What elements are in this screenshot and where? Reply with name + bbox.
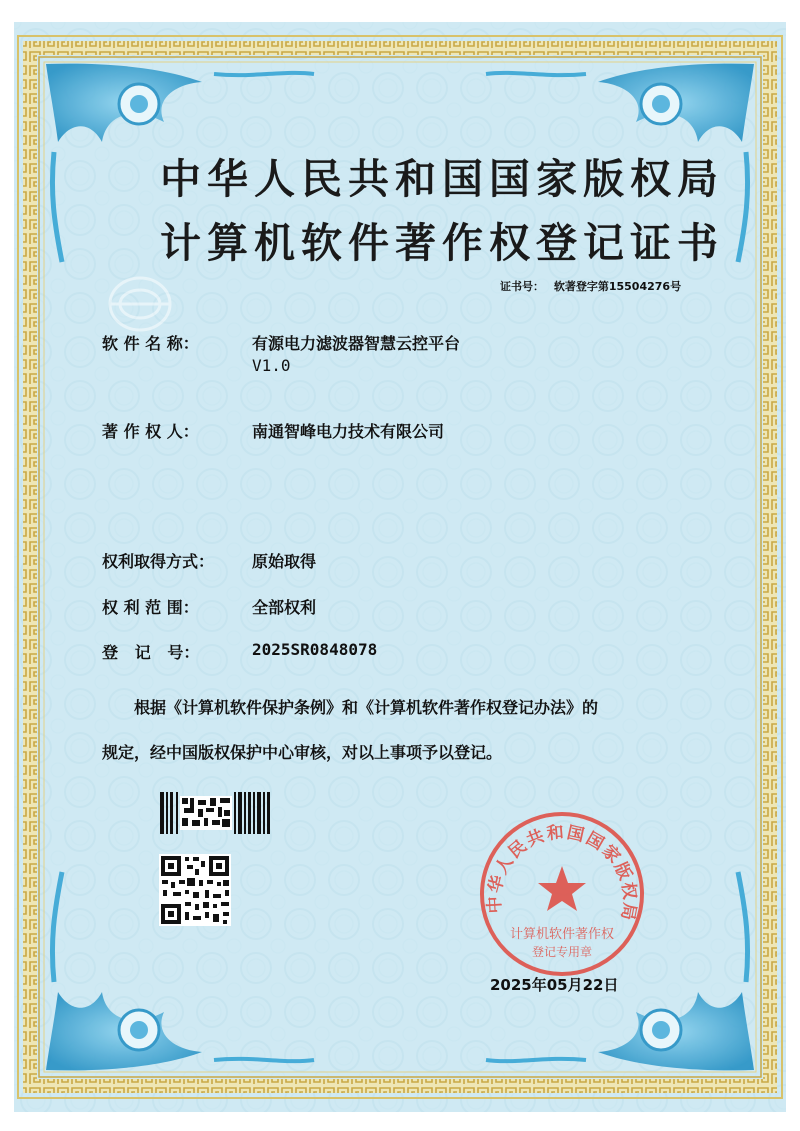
official-seal xyxy=(472,804,652,984)
acquisition-value: 原始取得 xyxy=(252,552,317,571)
owner-label: 著 作 权 人： xyxy=(102,422,199,441)
cert-number-value: 软著登字第15504276号 xyxy=(553,280,682,293)
owner-value: 南通智峰电力技术有限公司 xyxy=(252,422,445,441)
seal-outer-text: 中华人民共和国国家版权局 xyxy=(484,822,640,924)
qr-code xyxy=(159,854,231,926)
scope-value: 全部权利 xyxy=(252,598,317,617)
title-line1: 中华人民共和国国家版权局 xyxy=(160,155,724,203)
cert-number xyxy=(500,278,681,294)
body-text-line1: 根据《计算机软件保护条例》和《计算机软件著作权登记办法》的 xyxy=(134,698,599,717)
title-line2: 计算机软件著作权登记证书 xyxy=(160,219,724,267)
software-name-label: 软 件 名 称： xyxy=(102,334,199,353)
acquisition-label: 权利取得方式： xyxy=(102,552,215,571)
seal-inner-line2: 登记专用章 xyxy=(531,945,593,959)
barcode xyxy=(160,792,270,834)
software-version-value: V1.0 xyxy=(252,356,291,375)
cert-number-label: 证书号： xyxy=(500,280,544,293)
body-text-line2: 规定，经中国版权保护中心审核，对以上事项予以登记。 xyxy=(102,743,503,762)
certificate-sheet xyxy=(14,22,786,1112)
reg-number-label: 登 记 号： xyxy=(102,643,200,662)
reg-number-value: 2025SR0848078 xyxy=(252,640,378,659)
seal-inner-line1: 计算机软件著作权 xyxy=(509,927,615,942)
scope-label: 权 利 范 围： xyxy=(102,598,199,617)
issue-date: 2025年05月22日 xyxy=(490,976,619,994)
seal-star-icon xyxy=(538,866,586,911)
software-name-value: 有源电力滤波器智慧云控平台 xyxy=(252,334,461,353)
